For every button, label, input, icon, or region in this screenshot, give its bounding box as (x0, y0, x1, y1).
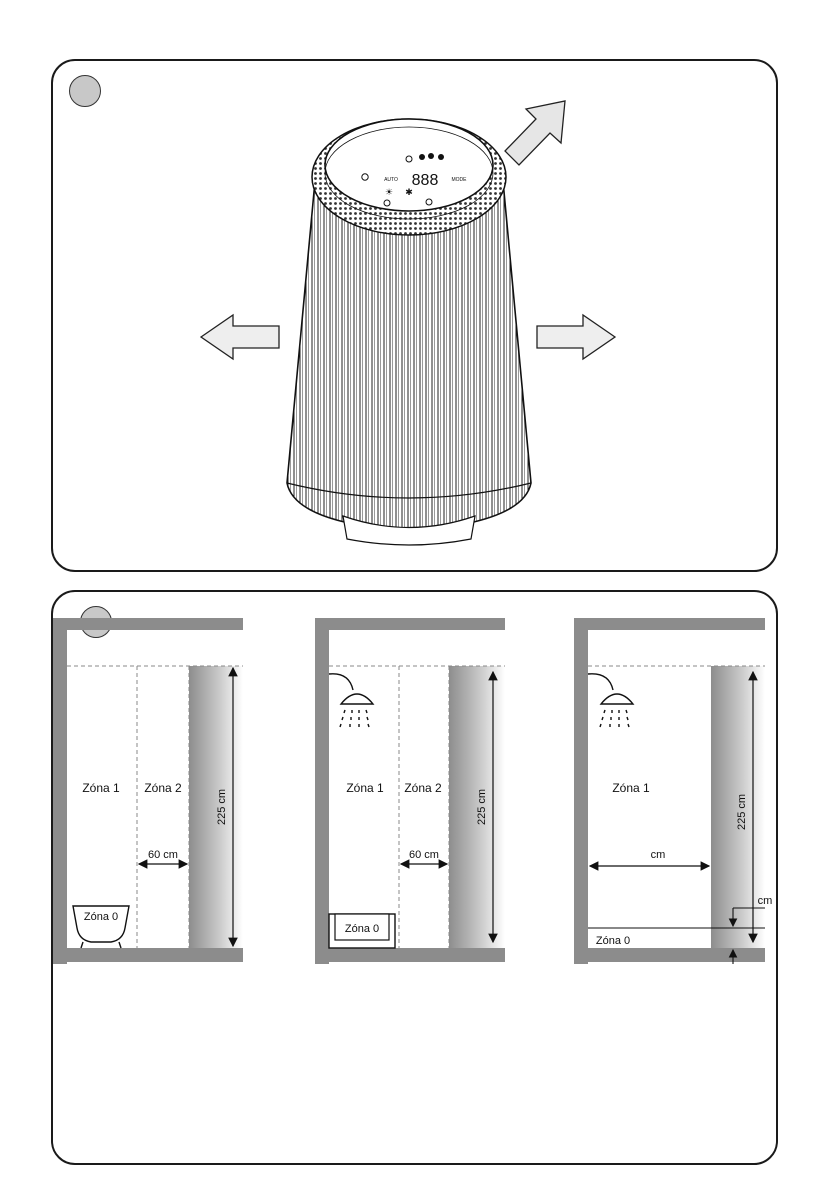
zone-diagram-2 (315, 618, 505, 964)
horizontal-dimension: 60 cm (148, 849, 178, 861)
zone-diagram-3 (574, 618, 772, 964)
figure-2-panel (51, 590, 778, 1165)
airflow-arrow-top (505, 101, 565, 165)
height-dimension: 225 cm (476, 788, 488, 826)
height-dimension: 225 cm (216, 788, 228, 826)
zone-1-label: Zóna 1 (612, 781, 650, 795)
zone-diagram-1 (53, 618, 243, 964)
horizontal-dimension: cm (650, 849, 666, 861)
airflow-arrow-right (537, 315, 615, 359)
zone-0-label: Zóna 0 (83, 911, 119, 923)
display-digits: 888 (411, 172, 439, 189)
shower-head-icon (329, 674, 373, 727)
height-dimension: 225 cm (736, 793, 748, 831)
zone-1-label: Zóna 1 (82, 781, 120, 795)
zone-2-label: Zóna 2 (404, 781, 442, 795)
display-label-right: MODE (451, 177, 467, 183)
zone-0-label: Zóna 0 (344, 923, 380, 935)
figure-1-panel (51, 59, 778, 572)
zone-1-label: Zóna 1 (346, 781, 384, 795)
display-label-left: AUTO (384, 177, 398, 183)
snowflake-icon: ✱ (405, 187, 413, 197)
shower-head-icon (588, 674, 633, 727)
horizontal-dimension: 60 cm (409, 849, 439, 861)
small-dimension: cm (757, 895, 773, 907)
heater-body (287, 119, 531, 545)
zone-0-label: Zóna 0 (595, 935, 631, 947)
airflow-arrow-left (201, 315, 279, 359)
zone-2-label: Zóna 2 (144, 781, 182, 795)
sun-icon: ☀ (384, 187, 394, 197)
heater-illustration (53, 61, 776, 570)
bathroom-zones-diagrams (53, 592, 776, 1163)
